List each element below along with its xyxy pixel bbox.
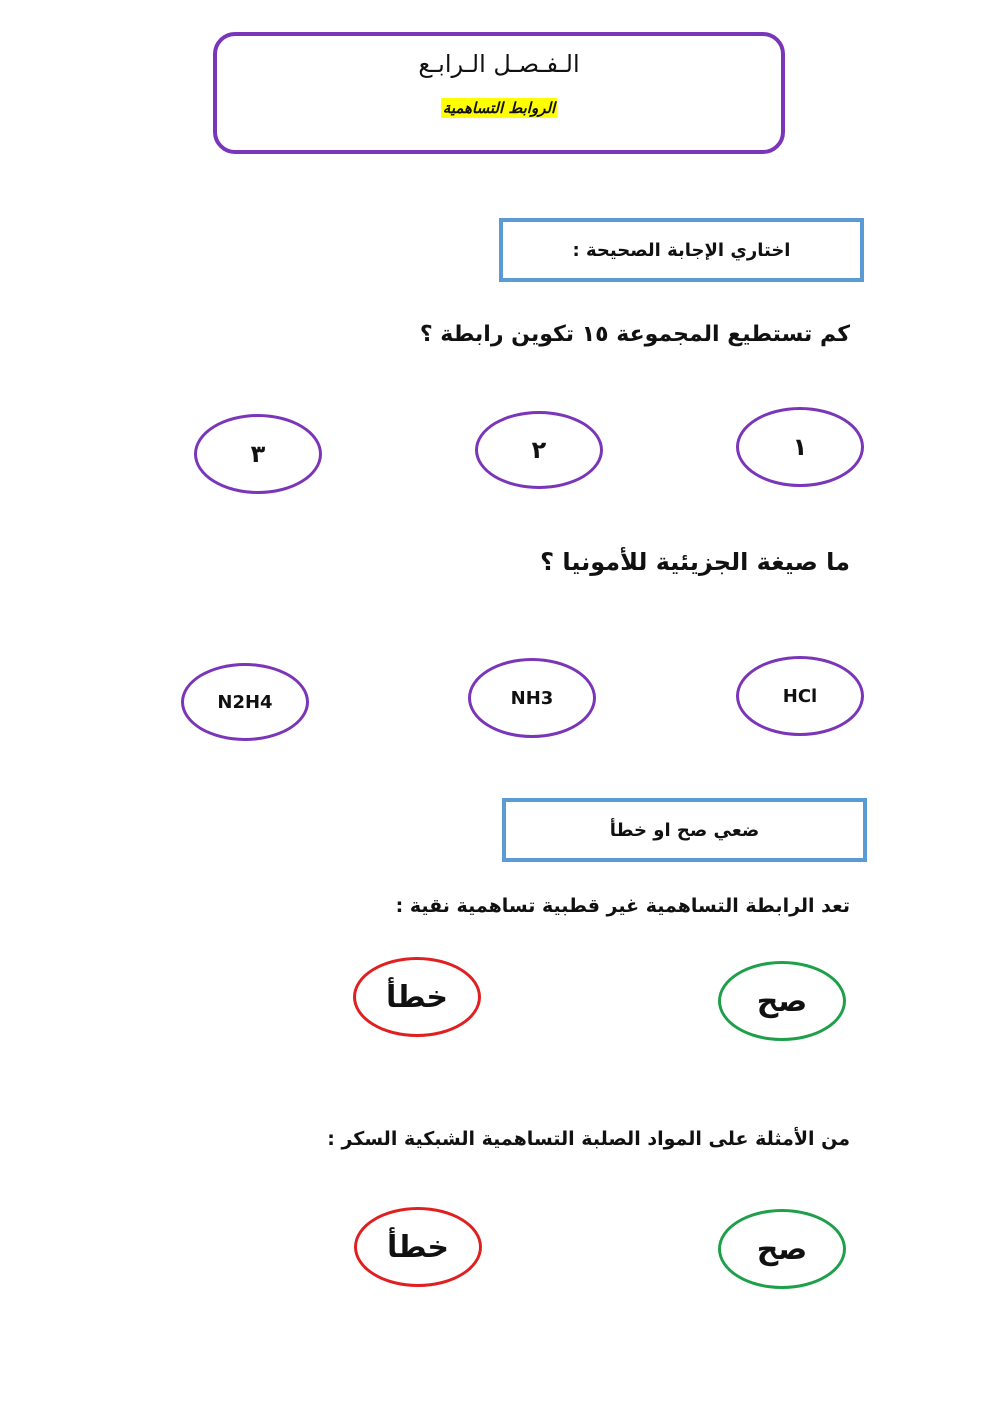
instruction-multiple-choice: اختاري الإجابة الصحيحة : bbox=[572, 239, 791, 261]
q4-false-option[interactable] bbox=[354, 1207, 482, 1287]
subtitle-wrap bbox=[213, 98, 785, 117]
q3-false-option[interactable] bbox=[353, 957, 481, 1037]
q2-option-hcl-label: HCl bbox=[782, 685, 818, 707]
q4-true-label: صح bbox=[756, 1231, 808, 1267]
question-4: من الأمثلة على المواد الصلبة التساهمية الشبكية السكر : bbox=[327, 1128, 850, 1150]
q3-false-label: خطأ bbox=[385, 979, 449, 1015]
q1-option-1-label: ١ bbox=[792, 433, 808, 461]
question-1: كم تستطيع المجموعة ١٥ تكوين رابطة ؟ bbox=[419, 322, 850, 347]
q2-option-nh3[interactable] bbox=[468, 658, 596, 738]
chapter-title: الـفـصـل الـرابـع bbox=[418, 50, 580, 78]
instruction-box-true-false bbox=[502, 798, 867, 862]
q3-true-label: صح bbox=[756, 983, 808, 1019]
q2-option-hcl[interactable] bbox=[736, 656, 864, 736]
q1-option-3[interactable] bbox=[194, 414, 322, 494]
q2-option-n2h4-label: N2H4 bbox=[217, 691, 273, 713]
q2-option-n2h4[interactable] bbox=[181, 663, 309, 741]
q1-option-2[interactable] bbox=[475, 411, 603, 489]
instruction-box-multiple-choice bbox=[499, 218, 864, 282]
q4-false-label: خطأ bbox=[386, 1229, 450, 1265]
q3-true-option[interactable] bbox=[718, 961, 846, 1041]
q4-true-option[interactable] bbox=[718, 1209, 846, 1289]
question-2: ما صيغة الجزيئية للأمونيا ؟ bbox=[540, 548, 850, 576]
lesson-subtitle: الروابط التساهمية bbox=[442, 99, 556, 117]
q1-option-1[interactable] bbox=[736, 407, 864, 487]
question-3: تعد الرابطة التساهمية غير قطبية تساهمية نقية : bbox=[395, 895, 850, 917]
q1-option-3-label: ٣ bbox=[250, 440, 266, 468]
instruction-true-false: ضعي صح او خطأ bbox=[609, 819, 760, 841]
q2-option-nh3-label: NH3 bbox=[510, 687, 554, 709]
q1-option-2-label: ٢ bbox=[531, 436, 547, 464]
